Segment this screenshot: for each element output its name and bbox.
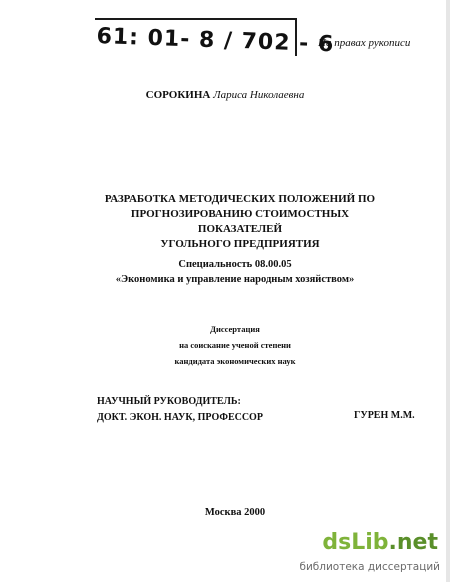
supervisor-rank: ДОКТ. ЭКОН. НАУК, ПРОФЕССОР <box>97 412 263 423</box>
dissertation-block <box>0 321 450 369</box>
specialty-block <box>0 257 450 287</box>
author-given-names: Лариса Николаевна <box>213 89 305 101</box>
thesis-title <box>90 192 390 252</box>
supervisor-name: ГУРЕН М.М. <box>354 410 415 421</box>
logo-part-2: .net <box>388 530 438 555</box>
specialty-name: «Экономика и управление народным хозяйством» <box>115 274 355 285</box>
dissertation-type: Диссертация <box>210 324 260 334</box>
scan-edge <box>446 0 450 582</box>
dissertation-degree: кандидата экономических наук <box>174 356 296 366</box>
supervisor-block <box>97 394 263 426</box>
author-surname: СОРОКИНА <box>145 89 211 101</box>
library-stamp <box>95 18 335 66</box>
stamp-number: 61: 01- 8 / 702 - 6 <box>96 24 335 58</box>
rights-note: На правах рукописи <box>318 37 411 49</box>
logo-part-1: dsLib <box>322 530 389 555</box>
specialty-code: Специальность 08.00.05 <box>178 259 292 270</box>
dslib-subtitle: библиотека диссертаций <box>299 561 440 573</box>
author-name <box>0 89 450 101</box>
city-year: Москва 2000 <box>204 507 266 518</box>
title-line: ПРОГНОЗИРОВАНИЮ СТОИМОСТНЫХ ПОКАЗАТЕЛЕЙ <box>130 208 350 235</box>
title-line: УГОЛЬНОГО ПРЕДПРИЯТИЯ <box>160 238 320 250</box>
dslib-logo <box>322 530 438 555</box>
dissertation-purpose: на соискание ученой степени <box>179 340 291 350</box>
dslib-watermark <box>282 530 450 582</box>
supervisor-label: НАУЧНЫЙ РУКОВОДИТЕЛЬ: <box>97 396 241 407</box>
title-line: РАЗРАБОТКА МЕТОДИЧЕСКИХ ПОЛОЖЕНИЙ ПО <box>104 193 376 205</box>
